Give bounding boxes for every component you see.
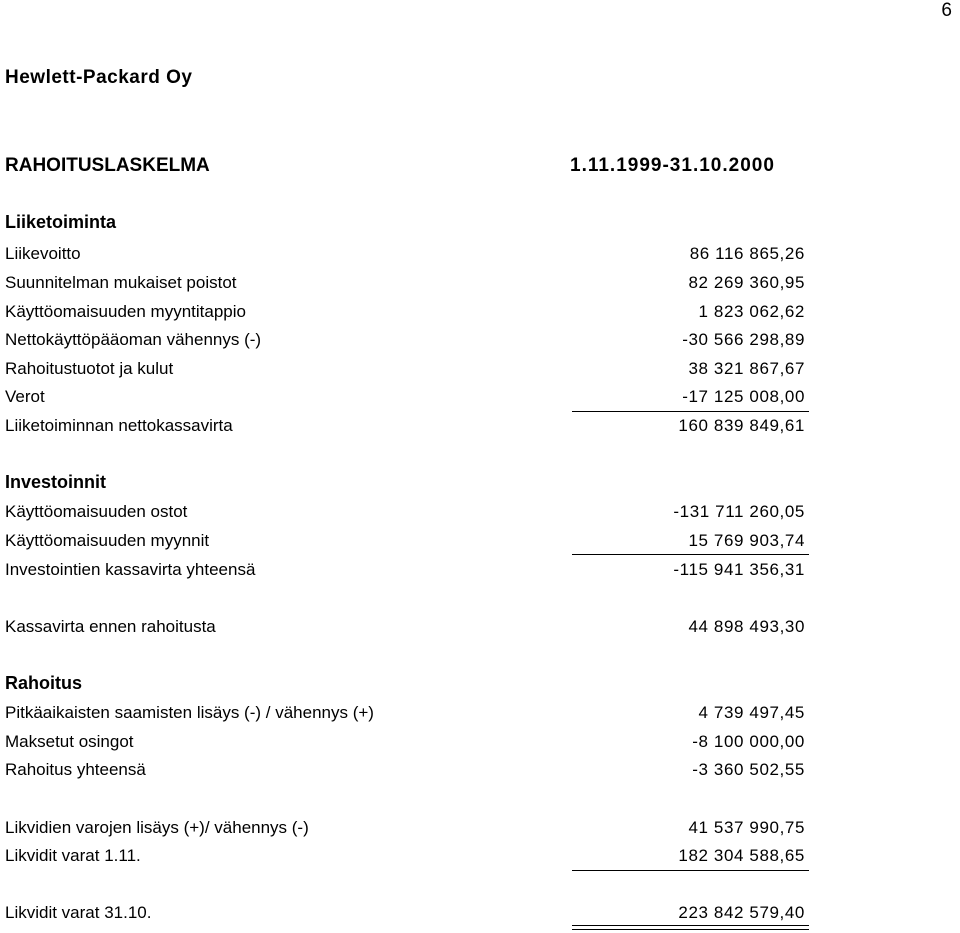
row-value: -17 125 008,00 — [682, 387, 805, 406]
section-title-financing: Rahoitus — [5, 673, 83, 693]
statement-title: RAHOITUSLASKELMA — [5, 155, 210, 176]
row-value: -3 360 502,55 — [692, 760, 805, 779]
row-value: -30 566 298,89 — [682, 330, 805, 349]
section-title-investments: Investoinnit — [5, 472, 107, 492]
row-value: 4 739 497,45 — [698, 703, 805, 722]
row-value: 41 537 990,75 — [688, 818, 805, 837]
table-row — [5, 818, 805, 844]
table-row — [5, 703, 805, 729]
statement-header — [5, 155, 805, 177]
subtotal-rule — [572, 554, 809, 555]
row-value: -8 100 000,00 — [692, 732, 805, 751]
table-row-total — [5, 416, 805, 442]
row-label: Suunnitelman mukaiset poistot — [5, 273, 237, 292]
table-row-total — [5, 760, 805, 786]
row-label: Pitkäaikaisten saamisten lisäys (-) / vähennys (+) — [5, 703, 374, 722]
table-row — [5, 330, 805, 356]
row-label: Liiketoiminnan nettokassavirta — [5, 416, 233, 435]
row-label: Rahoitus yhteensä — [5, 760, 146, 779]
row-value: -115 941 356,31 — [673, 560, 805, 579]
row-value: 86 116 865,26 — [689, 244, 805, 263]
row-label: Nettokäyttöpääoman vähennys (-) — [5, 330, 262, 349]
row-label: Likvidit varat 31.10. — [5, 903, 152, 922]
grand-total-double-rule — [572, 925, 809, 930]
row-value: 44 898 493,30 — [688, 617, 805, 636]
row-value: 182 304 588,65 — [678, 846, 805, 865]
table-row — [5, 302, 805, 328]
row-label: Liikevoitto — [5, 244, 81, 263]
row-value: -131 711 260,05 — [673, 502, 805, 521]
row-value: 223 842 579,40 — [678, 903, 805, 922]
row-label: Likvidit varat 1.11. — [5, 846, 141, 865]
row-label: Rahoitustuotot ja kulut — [5, 359, 174, 378]
row-label: Käyttöomaisuuden myynnit — [5, 531, 210, 550]
row-label: Investointien kassavirta yhteensä — [5, 560, 256, 579]
row-label: Käyttöomaisuuden ostot — [5, 502, 188, 521]
page-number: 6 — [941, 0, 952, 21]
table-row — [5, 273, 805, 299]
subtotal-rule — [572, 411, 809, 412]
row-value: 160 839 849,61 — [678, 416, 805, 435]
subtotal-rule — [572, 870, 809, 871]
row-label: Maksetut osingot — [5, 732, 134, 751]
row-label: Likvidien varojen lisäys (+)/ vähennys (-) — [5, 818, 309, 837]
row-value: 15 769 903,74 — [688, 531, 805, 550]
row-value: 1 823 062,62 — [698, 302, 805, 321]
row-label: Verot — [5, 387, 45, 406]
row-value: 38 321 867,67 — [688, 359, 805, 378]
table-row — [5, 359, 805, 385]
row-value: 82 269 360,95 — [688, 273, 805, 292]
statement-period: 1.11.1999-31.10.2000 — [570, 155, 775, 176]
table-row — [5, 732, 805, 758]
company-name: Hewlett-Packard Oy — [5, 67, 193, 88]
section-title-operations: Liiketoiminta — [5, 212, 117, 232]
row-label: Kassavirta ennen rahoitusta — [5, 617, 216, 636]
table-row-total — [5, 560, 805, 586]
row-label: Käyttöomaisuuden myyntitappio — [5, 302, 246, 321]
table-row — [5, 502, 805, 528]
table-row — [5, 846, 805, 872]
table-row — [5, 244, 805, 270]
table-row — [5, 387, 805, 413]
table-row-total — [5, 617, 805, 643]
